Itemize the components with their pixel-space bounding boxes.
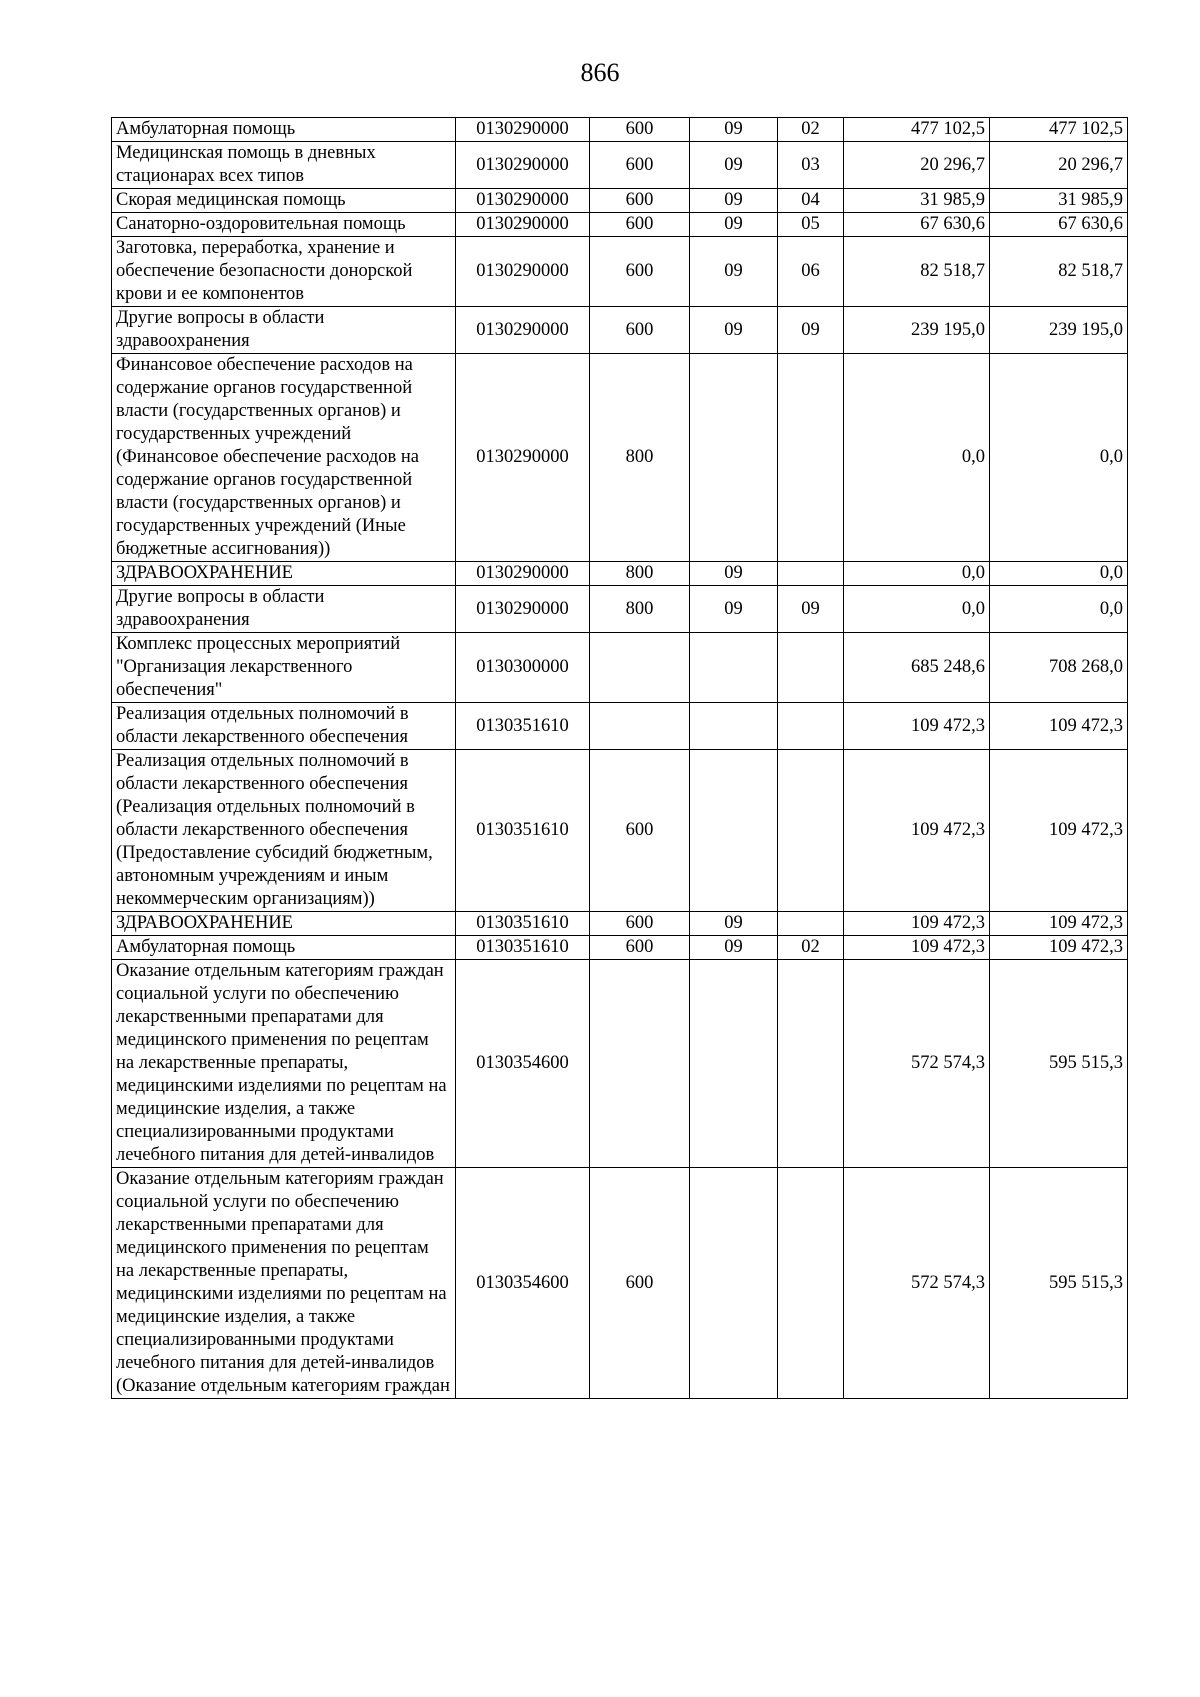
table-row xyxy=(112,586,1128,633)
expense-type-cell: 600 xyxy=(590,237,690,307)
amount-year-2-cell: 239 195,0 xyxy=(990,307,1128,354)
table-row xyxy=(112,118,1128,142)
row-name-cell: Другие вопросы в области здравоохранения xyxy=(112,307,456,354)
table-row xyxy=(112,703,1128,750)
subsection-cell: 02 xyxy=(778,118,844,142)
target-article-cell: 0130290000 xyxy=(456,118,590,142)
target-article-cell: 0130300000 xyxy=(456,633,590,703)
table-row xyxy=(112,562,1128,586)
amount-year-1-cell: 572 574,3 xyxy=(844,960,990,1168)
amount-year-2-cell: 67 630,6 xyxy=(990,213,1128,237)
expense-type-cell: 600 xyxy=(590,912,690,936)
section-cell: 09 xyxy=(690,142,778,189)
section-cell xyxy=(690,750,778,912)
amount-year-1-cell: 239 195,0 xyxy=(844,307,990,354)
amount-year-2-cell: 31 985,9 xyxy=(990,189,1128,213)
expense-type-cell: 800 xyxy=(590,354,690,562)
table-row xyxy=(112,307,1128,354)
amount-year-1-cell: 0,0 xyxy=(844,354,990,562)
amount-year-2-cell: 708 268,0 xyxy=(990,633,1128,703)
subsection-cell: 03 xyxy=(778,142,844,189)
target-article-cell: 0130351610 xyxy=(456,750,590,912)
expense-type-cell: 600 xyxy=(590,118,690,142)
expense-type-cell: 600 xyxy=(590,142,690,189)
amount-year-1-cell: 477 102,5 xyxy=(844,118,990,142)
target-article-cell: 0130354600 xyxy=(456,960,590,1168)
table-row xyxy=(112,213,1128,237)
amount-year-1-cell: 82 518,7 xyxy=(844,237,990,307)
section-cell: 09 xyxy=(690,213,778,237)
amount-year-2-cell: 109 472,3 xyxy=(990,703,1128,750)
expense-type-cell: 600 xyxy=(590,307,690,354)
target-article-cell: 0130354600 xyxy=(456,1168,590,1399)
amount-year-2-cell: 0,0 xyxy=(990,586,1128,633)
row-name-cell: Амбулаторная помощь xyxy=(112,936,456,960)
section-cell: 09 xyxy=(690,562,778,586)
amount-year-1-cell: 109 472,3 xyxy=(844,912,990,936)
target-article-cell: 0130351610 xyxy=(456,703,590,750)
row-name-cell: Амбулаторная помощь xyxy=(112,118,456,142)
table-row xyxy=(112,936,1128,960)
expense-type-cell xyxy=(590,633,690,703)
subsection-cell xyxy=(778,960,844,1168)
table-body xyxy=(112,118,1128,1399)
subsection-cell: 09 xyxy=(778,586,844,633)
amount-year-2-cell: 109 472,3 xyxy=(990,750,1128,912)
amount-year-2-cell: 109 472,3 xyxy=(990,912,1128,936)
amount-year-2-cell: 82 518,7 xyxy=(990,237,1128,307)
subsection-cell xyxy=(778,562,844,586)
subsection-cell: 05 xyxy=(778,213,844,237)
amount-year-2-cell: 109 472,3 xyxy=(990,936,1128,960)
row-name-cell: Реализация отдельных полномочий в области лекарственного обеспечения xyxy=(112,703,456,750)
row-name-cell: Заготовка, переработка, хранение и обеспечение безопасности донорской крови и ее компонентов xyxy=(112,237,456,307)
table-row xyxy=(112,1168,1128,1399)
target-article-cell: 0130290000 xyxy=(456,562,590,586)
table-row xyxy=(112,912,1128,936)
row-name-cell: Оказание отдельным категориям граждан социальной услуги по обеспечению лекарственными препаратами для медицинского применения по рецептам на лекарственные препараты, медицинскими изделиями по рецептам на медицинские изделия, а также специализированными продуктами лечебного питания для детей-инвалидов (Оказание отдельным категориям граждан xyxy=(112,1168,456,1399)
row-name-cell: Санаторно-оздоровительная помощь xyxy=(112,213,456,237)
expense-type-cell xyxy=(590,960,690,1168)
subsection-cell xyxy=(778,912,844,936)
section-cell xyxy=(690,1168,778,1399)
amount-year-2-cell: 477 102,5 xyxy=(990,118,1128,142)
section-cell: 09 xyxy=(690,118,778,142)
subsection-cell xyxy=(778,703,844,750)
amount-year-2-cell: 595 515,3 xyxy=(990,1168,1128,1399)
subsection-cell xyxy=(778,1168,844,1399)
amount-year-2-cell: 0,0 xyxy=(990,562,1128,586)
row-name-cell: Другие вопросы в области здравоохранения xyxy=(112,586,456,633)
row-name-cell: Реализация отдельных полномочий в области лекарственного обеспечения (Реализация отдельных полномочий в области лекарственного обеспечения (Предоставление субсидий бюджетным, автономным учреждениям и иным некоммерческим организациям)) xyxy=(112,750,456,912)
expense-type-cell xyxy=(590,703,690,750)
section-cell xyxy=(690,960,778,1168)
page-number: 866 xyxy=(580,58,620,87)
row-name-cell: Скорая медицинская помощь xyxy=(112,189,456,213)
subsection-cell: 02 xyxy=(778,936,844,960)
amount-year-1-cell: 572 574,3 xyxy=(844,1168,990,1399)
expense-type-cell: 600 xyxy=(590,1168,690,1399)
amount-year-1-cell: 109 472,3 xyxy=(844,936,990,960)
amount-year-1-cell: 20 296,7 xyxy=(844,142,990,189)
subsection-cell: 06 xyxy=(778,237,844,307)
target-article-cell: 0130290000 xyxy=(456,354,590,562)
subsection-cell xyxy=(778,633,844,703)
expense-type-cell: 600 xyxy=(590,750,690,912)
table-row xyxy=(112,750,1128,912)
amount-year-2-cell: 20 296,7 xyxy=(990,142,1128,189)
section-cell: 09 xyxy=(690,237,778,307)
row-name-cell: ЗДРАВООХРАНЕНИЕ xyxy=(112,562,456,586)
amount-year-1-cell: 685 248,6 xyxy=(844,633,990,703)
section-cell: 09 xyxy=(690,586,778,633)
section-cell xyxy=(690,633,778,703)
section-cell: 09 xyxy=(690,189,778,213)
target-article-cell: 0130290000 xyxy=(456,237,590,307)
target-article-cell: 0130290000 xyxy=(456,307,590,354)
amount-year-1-cell: 0,0 xyxy=(844,562,990,586)
target-article-cell: 0130290000 xyxy=(456,213,590,237)
target-article-cell: 0130290000 xyxy=(456,586,590,633)
section-cell: 09 xyxy=(690,912,778,936)
amount-year-1-cell: 109 472,3 xyxy=(844,703,990,750)
expense-type-cell: 600 xyxy=(590,936,690,960)
table-row xyxy=(112,960,1128,1168)
expense-type-cell: 800 xyxy=(590,562,690,586)
subsection-cell: 09 xyxy=(778,307,844,354)
section-cell: 09 xyxy=(690,307,778,354)
expense-type-cell: 600 xyxy=(590,189,690,213)
target-article-cell: 0130290000 xyxy=(456,142,590,189)
target-article-cell: 0130351610 xyxy=(456,912,590,936)
amount-year-2-cell: 595 515,3 xyxy=(990,960,1128,1168)
expense-type-cell: 600 xyxy=(590,213,690,237)
row-name-cell: Медицинская помощь в дневных стационарах всех типов xyxy=(112,142,456,189)
amount-year-1-cell: 109 472,3 xyxy=(844,750,990,912)
row-name-cell: Финансовое обеспечение расходов на содержание органов государственной власти (государственных органов) и государственных учреждений (Финансовое обеспечение расходов на содержание органов государственной власти (государственных органов) и государственных учреждений (Иные бюджетные ассигнования)) xyxy=(112,354,456,562)
budget-table xyxy=(111,117,1128,1399)
table-row xyxy=(112,189,1128,213)
section-cell: 09 xyxy=(690,936,778,960)
amount-year-1-cell: 0,0 xyxy=(844,586,990,633)
expense-type-cell: 800 xyxy=(590,586,690,633)
subsection-cell xyxy=(778,354,844,562)
subsection-cell xyxy=(778,750,844,912)
row-name-cell: Оказание отдельным категориям граждан социальной услуги по обеспечению лекарственными препаратами для медицинского применения по рецептам на лекарственные препараты, медицинскими изделиями по рецептам на медицинские изделия, а также специализированными продуктами лечебного питания для детей-инвалидов xyxy=(112,960,456,1168)
row-name-cell: Комплекс процессных мероприятий "Организация лекарственного обеспечения" xyxy=(112,633,456,703)
target-article-cell: 0130290000 xyxy=(456,189,590,213)
table-row xyxy=(112,354,1128,562)
subsection-cell: 04 xyxy=(778,189,844,213)
amount-year-2-cell: 0,0 xyxy=(990,354,1128,562)
table-row xyxy=(112,633,1128,703)
section-cell xyxy=(690,354,778,562)
amount-year-1-cell: 31 985,9 xyxy=(844,189,990,213)
amount-year-1-cell: 67 630,6 xyxy=(844,213,990,237)
target-article-cell: 0130351610 xyxy=(456,936,590,960)
table-row xyxy=(112,237,1128,307)
table-row xyxy=(112,142,1128,189)
row-name-cell: ЗДРАВООХРАНЕНИЕ xyxy=(112,912,456,936)
section-cell xyxy=(690,703,778,750)
